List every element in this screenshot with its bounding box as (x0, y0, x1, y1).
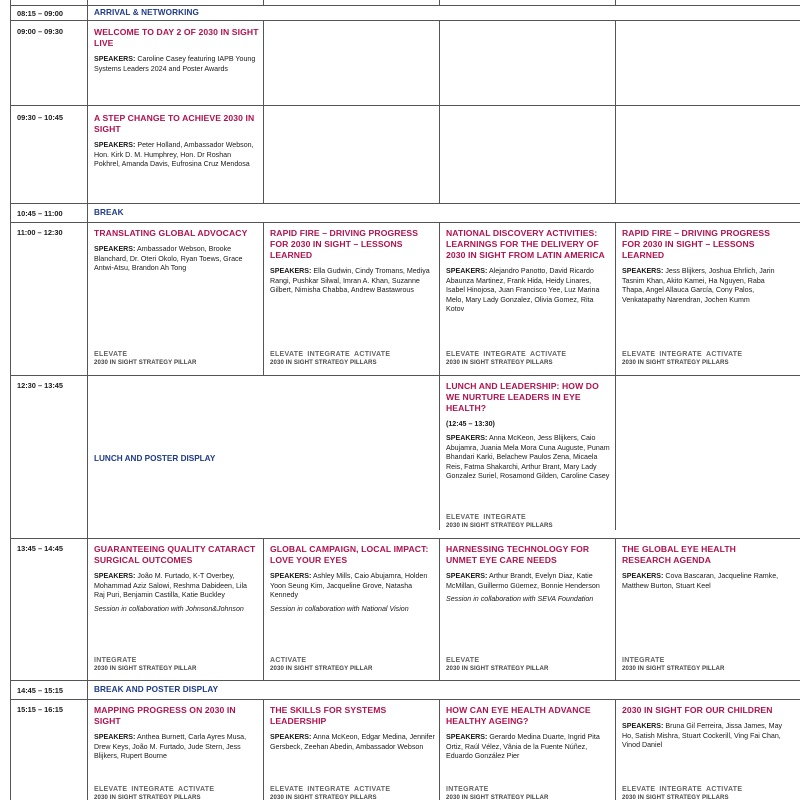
time-slot: 09:30 – 10:45 (17, 113, 64, 122)
session-cell (270, 228, 435, 296)
session-title: HARNESSING TECHNOLOGY FOR UNMET EYE CARE NEEDS (446, 544, 590, 565)
session-cell (94, 113, 259, 170)
session-title: A STEP CHANGE TO ACHIEVE 2030 IN SIGHT (94, 113, 255, 134)
strategy-pillars: ELEVATE INTEGRATE ACTIVATE 2030 IN SIGHT STRATEGY PILLARS (270, 786, 391, 800)
grid-line (263, 699, 264, 800)
session-cell (446, 381, 611, 482)
session-speakers: SPEAKERS: Jess Blijkers, Joshua Ehrlich, Jarin Tasnim Khan, Akito Kamei, Ha Nguyen, Raba Thapa, Angel Allauca García, Cony Palos, Venkatapathy Narendran, Jochen Kumm (622, 267, 775, 304)
session-cell (622, 228, 787, 305)
grid-line (615, 222, 616, 375)
session-cell (622, 705, 787, 751)
grid-line (439, 538, 440, 680)
session-title: RAPID FIRE – DRIVING PROGRESS FOR 2030 IN SIGHT – LESSONS LEARNED (622, 228, 771, 260)
session-speakers: SPEAKERS: Arthur Brandt, Evelyn Diaz, Katie McMillan, Guillermo Güemez, Bonnie Henderson (446, 572, 600, 590)
grid-line (10, 105, 800, 106)
grid-line (615, 538, 616, 680)
time-slot: 13:45 – 14:45 (17, 544, 64, 553)
session-cell (446, 705, 611, 762)
strategy-pillars: ELEVATE INTEGRATE 2030 IN SIGHT STRATEGY PILLARS (446, 514, 553, 529)
session-title: NATIONAL DISCOVERY ACTIVITIES: LEARNINGS FOR THE DELIVERY OF 2030 IN SIGHT FROM LATIN AMERICA (446, 228, 605, 260)
grid-line (10, 375, 800, 376)
band-label: BREAK (94, 208, 124, 217)
lunch-label: LUNCH AND POSTER DISPLAY (94, 454, 216, 463)
session-title: TRANSLATING GLOBAL ADVOCACY (94, 228, 248, 238)
session-speakers: SPEAKERS: João M. Furtado, K-T Overbey, Mohammad Aziz Salowi, Reshma Dabideen, Lila Raj Puri, Benjamin Castilla, Katie Buckley (94, 572, 247, 599)
session-speakers: SPEAKERS: Gerardo Medina Duarte, Ingrid Pita Ortiz, Raúl Vélez, Vânia de la Fuente Núñez, Eduardo González Pier (446, 733, 600, 760)
grid-line (10, 222, 800, 223)
strategy-pillars: ELEVATE INTEGRATE ACTIVATE 2030 IN SIGHT STRATEGY PILLARS (622, 786, 743, 800)
session-title: WELCOME TO DAY 2 OF 2030 IN SIGHT LIVE (94, 27, 259, 48)
time-slot: 12:30 – 13:45 (17, 381, 64, 390)
grid-line (439, 375, 440, 530)
strategy-pillars: ELEVATE INTEGRATE ACTIVATE 2030 IN SIGHT STRATEGY PILLARS (446, 351, 567, 366)
grid-line (263, 20, 264, 203)
session-cell (270, 544, 435, 614)
grid-line (10, 538, 800, 539)
session-title: HOW CAN EYE HEALTH ADVANCE HEALTHY AGEING? (446, 705, 591, 726)
session-speakers: SPEAKERS: Alejandro Panotto, David Ricardo Abaunza Martinez, Frank Hida, Heidy Linares, Isabel Hinojosa, Juan Francisco Yee, Luz Marina Melo, Mary Lady Gonzalez, Olivia Gomez, Rita Kotov (446, 267, 600, 313)
session-title: GUARANTEEING QUALITY CATARACT SURGICAL OUTCOMES (94, 544, 256, 565)
session-speakers: SPEAKERS: Anthea Burnett, Carla Ayres Musa, Drew Keys, João M. Furtado, Jude Stern, Jess Blijkers, Rupert Bourne (94, 733, 247, 760)
session-speakers: SPEAKERS: Ella Gudwin, Cindy Tromans, Mediya Rangi, Pushkar Silwal, Imran A. Khan, Suzanne Gilbert, Nimisha Chabba, Andrew Bastawrous (270, 267, 430, 294)
session-speakers: SPEAKERS: Anna McKeon, Edgar Medina, Jennifer Gersbeck, Zeehan Abedin, Ambassador Webson (270, 733, 435, 751)
session-cell (446, 544, 611, 605)
session-cell (622, 544, 787, 591)
time-slot: 08:15 – 09:00 (17, 9, 64, 18)
session-speakers: SPEAKERS: Bruna Gil Ferreira, Jissa James, May Ho, Satish Mishra, Stuart Cockerill, Ving Fai Chan, Vinod Daniel (622, 722, 783, 749)
grid-line (263, 538, 264, 680)
session-note: Session in collaboration with Johnson&Johnson (94, 604, 244, 613)
time-slot: 15:15 – 16:15 (17, 705, 64, 714)
grid-line (10, 203, 800, 204)
session-title: RAPID FIRE – DRIVING PROGRESS FOR 2030 IN SIGHT – LESSONS LEARNED (270, 228, 419, 260)
grid-line (439, 222, 440, 375)
session-title: 2030 IN SIGHT FOR OUR CHILDREN (622, 705, 773, 715)
strategy-pillars: ACTIVATE 2030 IN SIGHT STRATEGY PILLAR (270, 657, 373, 672)
band-label: ARRIVAL & NETWORKING (94, 8, 199, 17)
time-slot: 11:00 – 12:30 (17, 228, 63, 237)
grid-line (10, 20, 800, 21)
session-speakers: SPEAKERS: Caroline Casey featuring IAPB Young Systems Leaders 2024 and Poster Awards (94, 55, 256, 73)
session-cell (446, 228, 611, 315)
session-title: MAPPING PROGRESS ON 2030 IN SIGHT (94, 705, 236, 726)
strategy-pillars: ELEVATE INTEGRATE ACTIVATE 2030 IN SIGHT STRATEGY PILLARS (94, 786, 215, 800)
strategy-pillars: ELEVATE 2030 IN SIGHT STRATEGY PILLAR (94, 351, 197, 366)
grid-line (439, 20, 440, 203)
strategy-pillars: INTEGRATE 2030 IN SIGHT STRATEGY PILLAR (622, 657, 725, 672)
session-note: Session in collaboration with SEVA Foundation (446, 595, 594, 603)
time-slot: 14:45 – 15:15 (17, 686, 64, 695)
grid-line (10, 699, 800, 700)
grid-line (615, 20, 616, 203)
grid-line (10, 5, 800, 6)
session-speakers: SPEAKERS: Ambassador Webson, Brooke Blanchard, Dr. Oteri Okolo, Ryan Toews, Grace Antwi-Atsu, Brandon Ah Tong (94, 245, 243, 272)
session-cell (94, 705, 259, 762)
grid-line (263, 222, 264, 375)
session-speakers: SPEAKERS: Cova Bascaran, Jacqueline Ramke, Matthew Burton, Stuart Keel (622, 572, 779, 590)
session-speakers: SPEAKERS: Peter Holland, Ambassador Webson, Hon. Kirk D. M. Humphrey, Hon. Dr Roshan Pokhrel, Amanda Davis, Eufrosina Cruz Mendosa (94, 141, 254, 168)
strategy-pillars: ELEVATE INTEGRATE ACTIVATE 2030 IN SIGHT STRATEGY PILLARS (270, 351, 391, 366)
band-label: BREAK AND POSTER DISPLAY (94, 685, 219, 694)
session-title: THE SKILLS FOR SYSTEMS LEADERSHIP (270, 705, 387, 726)
session-speakers: SPEAKERS: Ashley Mills, Caio Abujamra, Holden Yoon Seung Kim, Jacqueline Grove, Natasha Kennedy (270, 572, 428, 599)
session-speakers: SPEAKERS: Anna McKeon, Jess Blijkers, Caio Abujamra, Juania Mela Mora Cuna Auguste, Punam Bhandari Karki, Belachew Paulos Zena, Micaela Reis, Fatma Shakarchi, Arthur Brant, Mary Lady Gonzalez Suriel, Rosamond Gilden, Caroline Casey (446, 434, 610, 480)
grid-line (615, 699, 616, 800)
session-title: GLOBAL CAMPAIGN, LOCAL IMPACT: LOVE YOUR EYES (270, 544, 429, 565)
session-cell (94, 228, 259, 274)
session-title: THE GLOBAL EYE HEALTH RESEARCH AGENDA (622, 544, 736, 565)
grid-line (10, 680, 800, 681)
time-slot: 09:00 – 09:30 (17, 27, 64, 36)
session-cell (270, 705, 435, 752)
strategy-pillars: INTEGRATE 2030 IN SIGHT STRATEGY PILLAR (94, 657, 197, 672)
session-cell (94, 544, 259, 614)
session-subtime: (12:45 – 13:30) (446, 420, 495, 428)
time-slot: 10:45 – 11:00 (17, 209, 63, 218)
session-title: LUNCH AND LEADERSHIP: HOW DO WE NURTURE LEADERS IN EYE HEALTH? (446, 381, 599, 413)
session-note: Session in collaboration with National Vision (270, 604, 409, 613)
grid-line (615, 375, 616, 530)
strategy-pillars: ELEVATE INTEGRATE ACTIVATE 2030 IN SIGHT STRATEGY PILLARS (622, 351, 743, 366)
strategy-pillars: INTEGRATE 2030 IN SIGHT STRATEGY PILLAR (446, 786, 549, 800)
strategy-pillars: ELEVATE 2030 IN SIGHT STRATEGY PILLAR (446, 657, 549, 672)
session-cell (94, 27, 259, 74)
grid-line (439, 699, 440, 800)
